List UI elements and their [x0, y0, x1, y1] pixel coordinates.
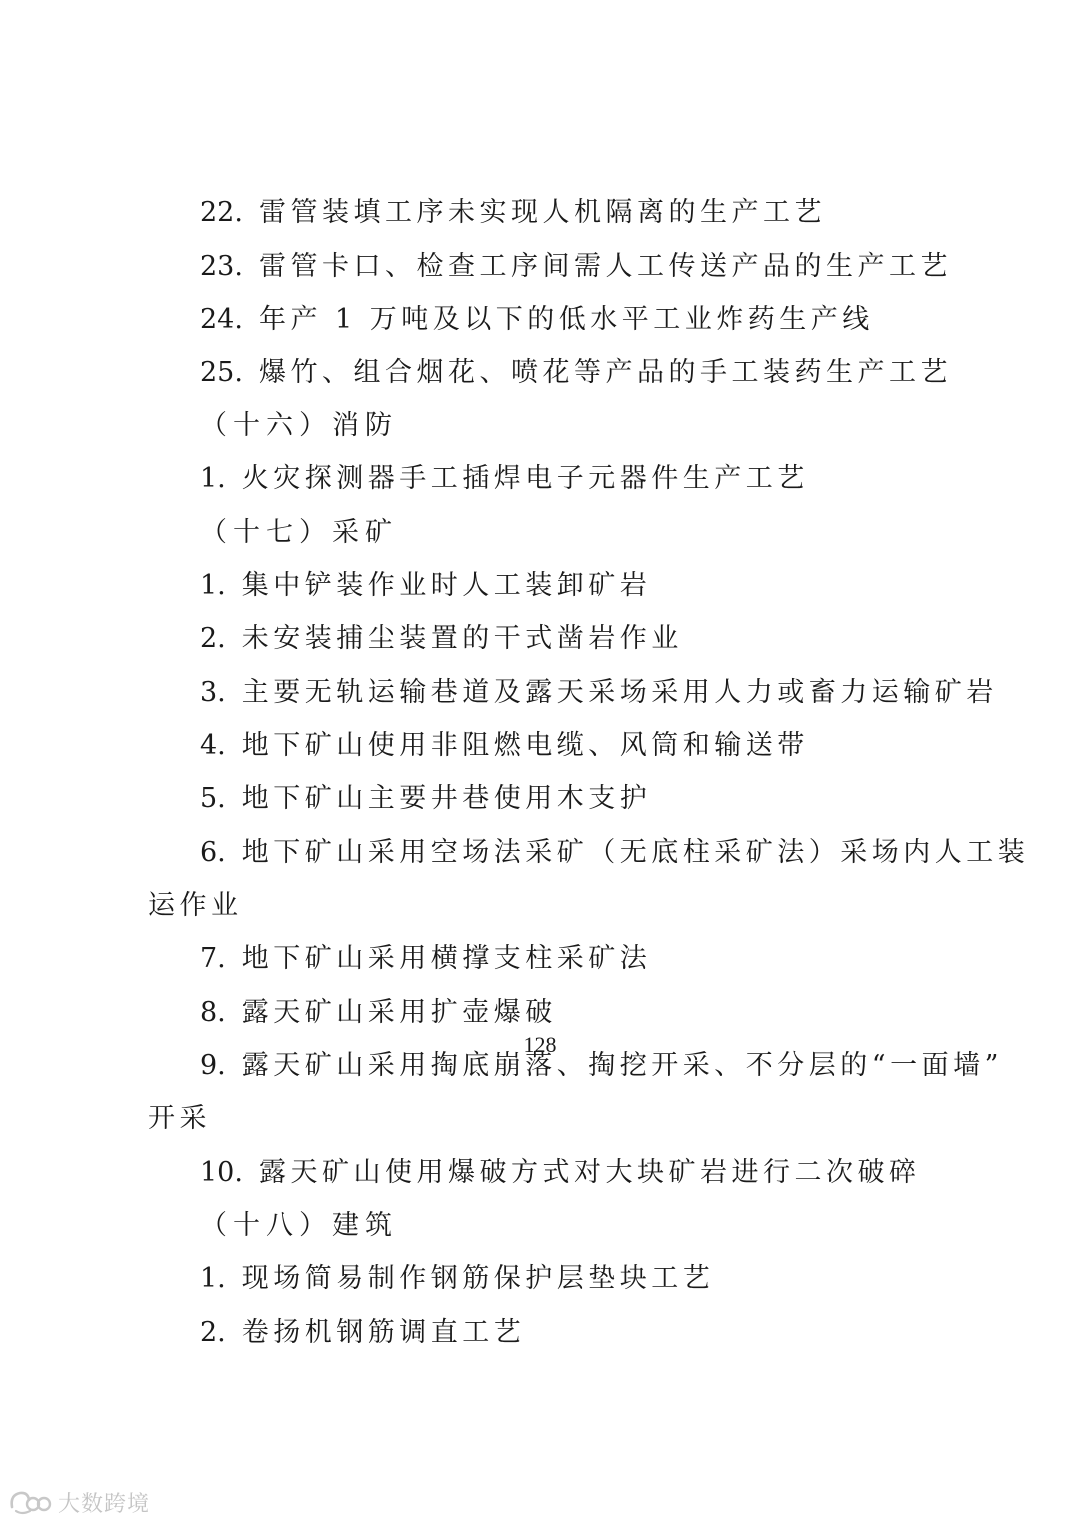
item-number: 9. — [200, 1050, 226, 1081]
item-number: 7. — [200, 943, 226, 974]
item-text: 现场简易制作钢筋保护层垫块工艺 — [241, 1263, 715, 1294]
section-heading-text: （十七）采矿 — [200, 517, 398, 548]
item-text: 未安装捕尘装置的干式凿岩作业 — [241, 623, 683, 654]
item-number: 6. — [200, 837, 226, 868]
section-heading-text: （十八）建筑 — [200, 1210, 398, 1241]
item-text: 地下矿山采用空场法采矿（无底柱采矿法）采场内人工装 — [241, 837, 1030, 868]
item-text: 露天矿山采用掏底崩落、掏挖开采、不分层的“一面墙” — [241, 1050, 1003, 1081]
item-number: 1. — [200, 1263, 226, 1294]
item-number: 2. — [200, 1317, 226, 1348]
section-heading — [200, 410, 398, 442]
item-text: 雷管卡口、检查工序间需人工传送产品的生产工艺 — [258, 251, 952, 282]
watermark — [8, 1484, 150, 1520]
item-number: 8. — [200, 997, 226, 1028]
watermark-text: 大数跨境 — [58, 1491, 151, 1517]
list-item — [200, 837, 1029, 869]
logo-icon — [8, 1487, 52, 1517]
item-number: 23. — [200, 251, 243, 282]
list-item — [200, 197, 826, 229]
item-number: 3. — [200, 677, 226, 708]
item-number: 10. — [200, 1157, 243, 1188]
item-number: 22. — [200, 197, 243, 228]
item-text: 集中铲装作业时人工装卸矿岩 — [241, 570, 652, 601]
list-item — [200, 730, 809, 762]
item-text: 卷扬机钢筋调直工艺 — [241, 1317, 526, 1348]
section-heading — [200, 1210, 398, 1242]
list-item — [200, 463, 809, 495]
item-text: 火灾探测器手工插焊电子元器件生产工艺 — [241, 463, 809, 494]
list-item — [200, 570, 651, 602]
section-heading — [200, 517, 398, 549]
item-text: 露天矿山使用爆破方式对大块矿岩进行二次破碎 — [258, 1157, 921, 1188]
list-item — [200, 1157, 920, 1189]
item-text: 年产 1 万吨及以下的低水平工业炸药生产线 — [258, 304, 874, 335]
list-item-continuation — [148, 890, 243, 922]
list-item — [200, 251, 952, 283]
item-number: 1. — [200, 570, 226, 601]
item-text: 地下矿山使用非阻燃电缆、风筒和输送带 — [241, 730, 809, 761]
item-text: 运作业 — [148, 890, 243, 921]
item-text: 地下矿山采用横撑支柱采矿法 — [241, 943, 652, 974]
item-text: 爆竹、组合烟花、喷花等产品的手工装药生产工艺 — [258, 357, 952, 388]
list-item — [200, 677, 998, 709]
list-item — [200, 997, 557, 1029]
list-item — [200, 623, 683, 655]
item-text: 地下矿山主要井巷使用木支护 — [241, 783, 652, 814]
list-item — [200, 783, 651, 815]
item-number: 4. — [200, 730, 226, 761]
item-text: 雷管装填工序未实现人机隔离的生产工艺 — [258, 197, 826, 228]
item-text: 主要无轨运输巷道及露天采场采用人力或畜力运输矿岩 — [241, 677, 998, 708]
item-number: 25. — [200, 357, 243, 388]
list-item — [200, 1317, 525, 1349]
section-heading-text: （十六）消防 — [200, 410, 398, 441]
item-text: 露天矿山采用扩壶爆破 — [241, 997, 557, 1028]
item-number: 5. — [200, 783, 226, 814]
item-text: 开采 — [148, 1103, 211, 1134]
item-number: 24. — [200, 304, 243, 335]
item-number: 1. — [200, 463, 226, 494]
list-item — [200, 357, 952, 389]
list-item — [200, 1263, 714, 1295]
list-item-continuation — [148, 1103, 211, 1135]
list-item — [200, 304, 874, 336]
list-item — [200, 943, 651, 975]
page-number: 128 — [523, 1032, 557, 1057]
item-number: 2. — [200, 623, 226, 654]
